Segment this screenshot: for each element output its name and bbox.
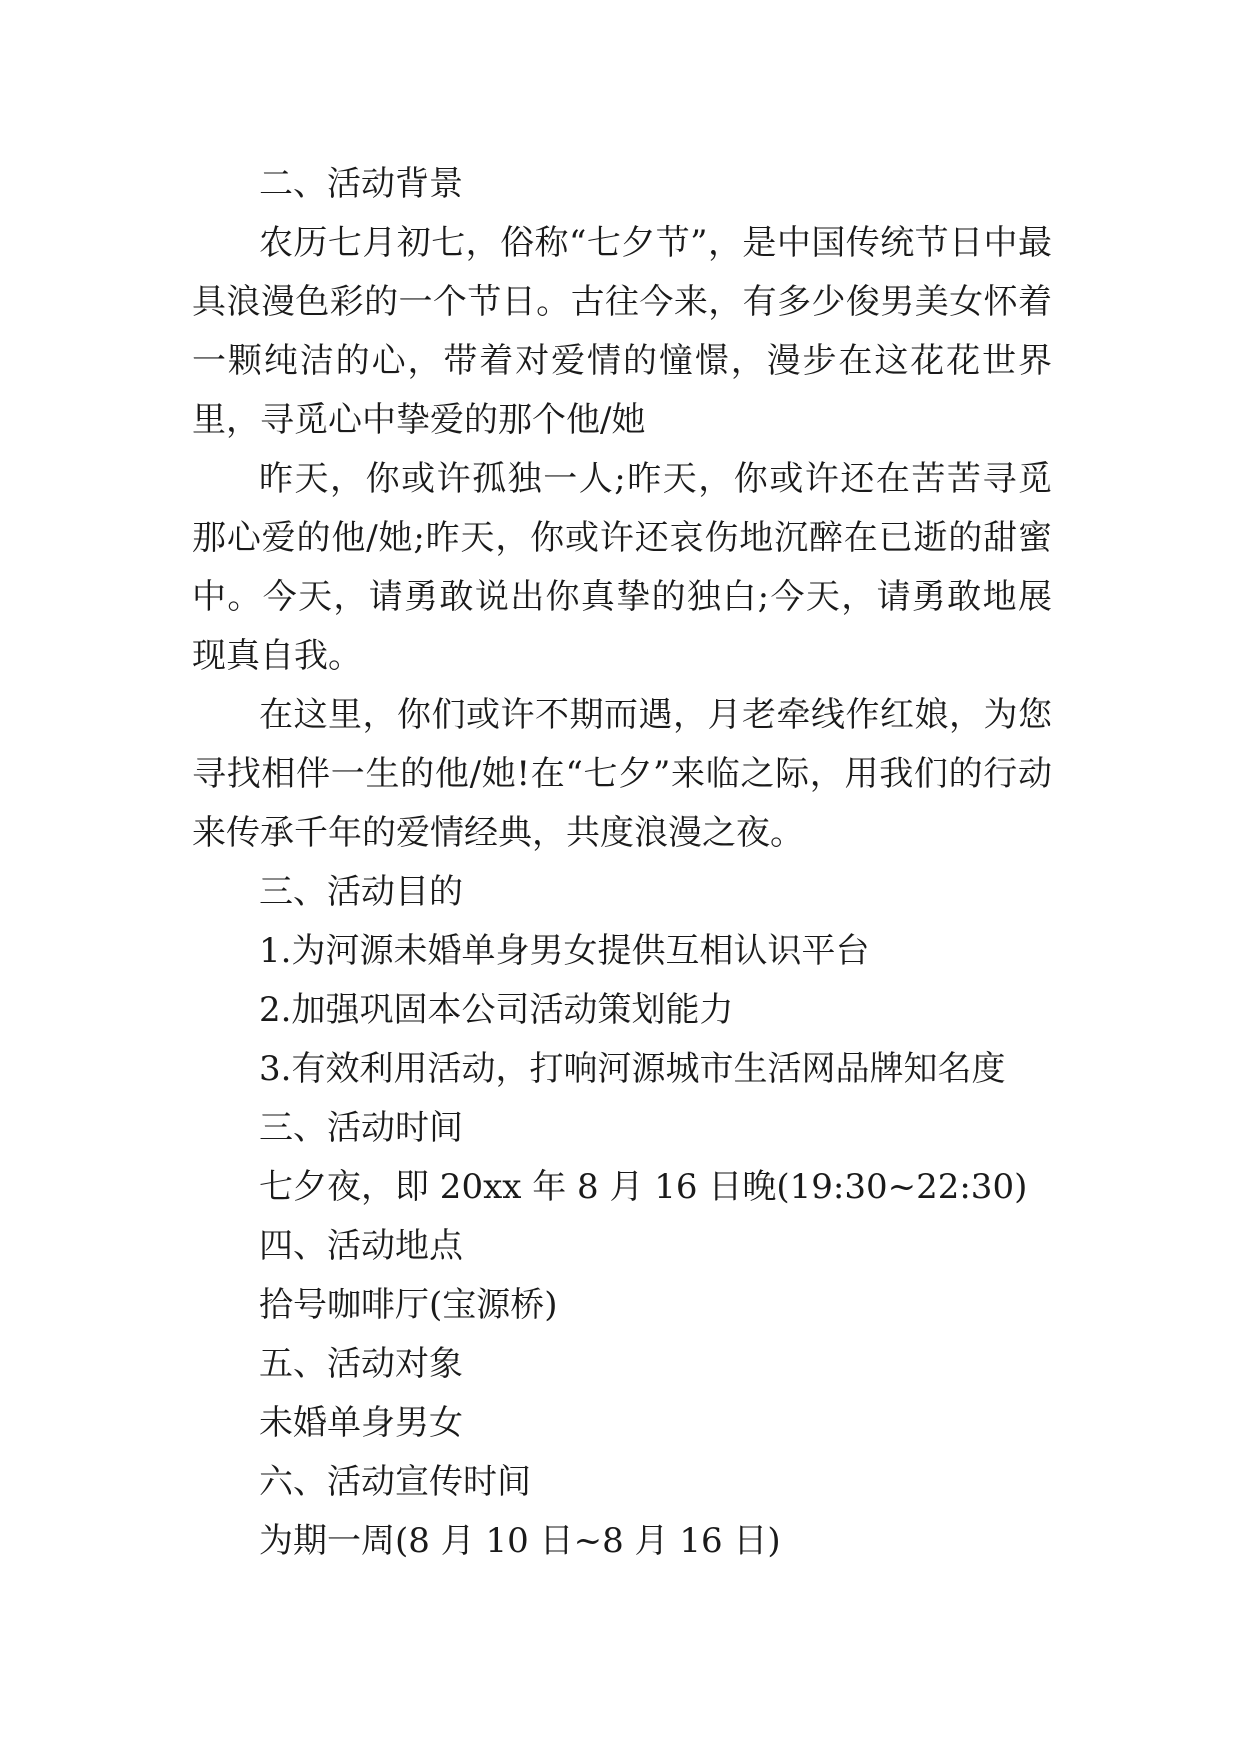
document-body <box>192 155 1052 1571</box>
section-heading-goals: 三、活动目的 <box>259 872 463 912</box>
paragraph-background-here: 在这里，你们或许不期而遇，月老牵线作红娘，为您寻找相伴一生的他/她!在“七夕”来临之际，用我们的行动来传承千年的爱情经典，共度浪漫之夜。 <box>192 695 1052 853</box>
paragraph-background-intro: 农历七月初七，俗称“七夕节”，是中国传统节日中最具浪漫色彩的一个节日。古往今来，有多少俊男美女怀着一颗纯洁的心，带着对爱情的憧憬，漫步在这花花世界里，寻觅心中挚爱的那个他/她 <box>192 223 1052 440</box>
promotion-period-text: 为期一周(8 月 10 日~8 月 16 日) <box>259 1521 781 1561</box>
event-place-text: 拾号咖啡厅(宝源桥) <box>259 1285 558 1325</box>
event-audience-text: 未婚单身男女 <box>259 1403 463 1443</box>
section-heading-audience: 五、活动对象 <box>259 1344 463 1384</box>
section-heading-promotion: 六、活动宣传时间 <box>259 1462 531 1502</box>
goal-item: 2.加强巩固本公司活动策划能力 <box>259 990 734 1030</box>
goal-item: 3.有效利用活动，打响河源城市生活网品牌知名度 <box>259 1049 1006 1089</box>
event-time-text: 七夕夜，即 20xx 年 8 月 16 日晚(19:30~22:30) <box>259 1167 1028 1207</box>
section-heading-place: 四、活动地点 <box>259 1226 463 1266</box>
section-heading-background: 二、活动背景 <box>259 164 463 204</box>
paragraph-background-yesterday: 昨天，你或许孤独一人;昨天，你或许还在苦苦寻觅那心爱的他/她;昨天，你或许还哀伤地沉醉在已逝的甜蜜中。今天，请勇敢说出你真挚的独白;今天，请勇敢地展现真自我。 <box>192 459 1052 676</box>
goal-item: 1.为河源未婚单身男女提供互相认识平台 <box>259 931 870 971</box>
section-heading-time: 三、活动时间 <box>259 1108 463 1148</box>
